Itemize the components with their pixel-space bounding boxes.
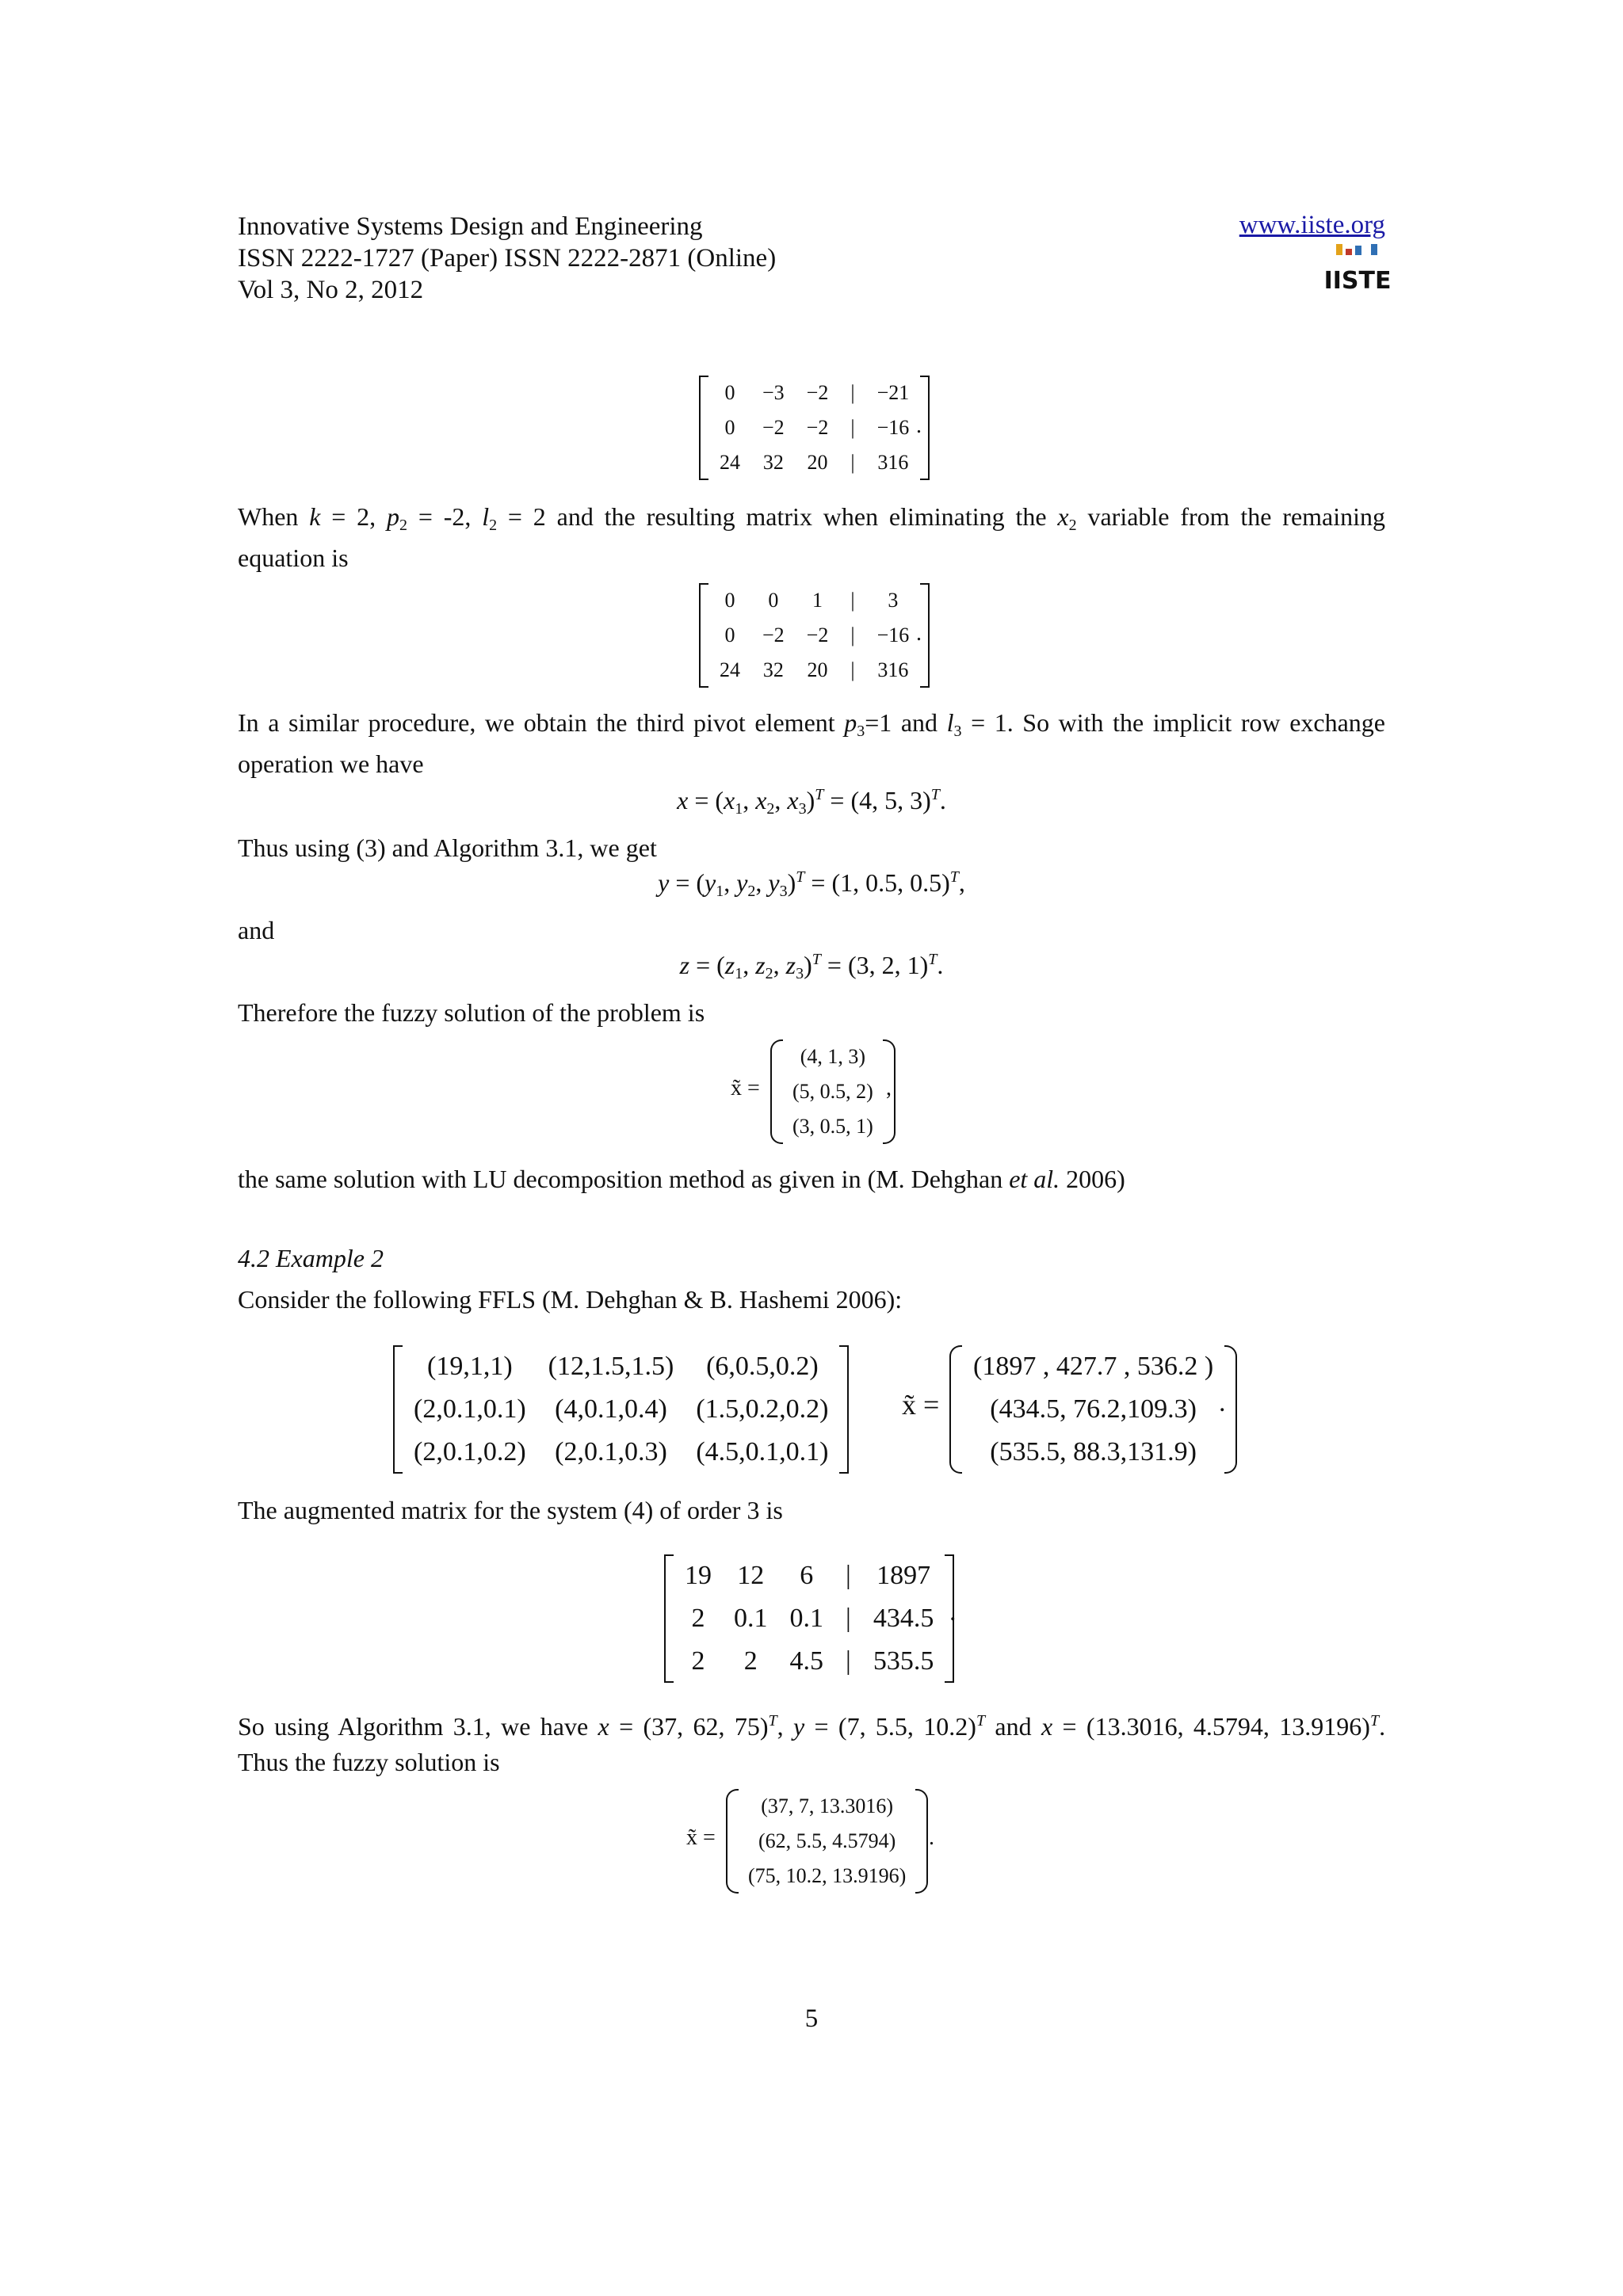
text-therefore: Therefore the fuzzy solution of the problem is [238, 998, 705, 1027]
matrix-cell: 4.5 [789, 1646, 823, 1676]
matrix-cell: | [850, 624, 855, 646]
matrix-cell: | [850, 451, 855, 474]
matrix-row [781, 1039, 884, 1074]
matrix-row [781, 1074, 884, 1109]
matrix-cell: 12 [737, 1561, 765, 1590]
matrix-cell: −16 [876, 624, 910, 646]
augmented-matrix-k2 [699, 583, 930, 688]
matrix-cell: (62, 5.5, 4.5794) [758, 1829, 896, 1852]
matrix-cell: (1897 , 427.7 , 536.2 ) [973, 1352, 1214, 1381]
volume-line: Vol 3, No 2, 2012 [238, 276, 424, 304]
matrix-cell: (2,0.1,0.3) [555, 1437, 667, 1466]
matrix-row [708, 583, 920, 618]
matrix-cell: (19,1,1) [427, 1352, 513, 1381]
x-tilde-label: x̃ = [686, 1825, 716, 1850]
paragraph-results-line2: Thus the fuzzy solution is [238, 1748, 500, 1776]
paragraph-k2-line2: equation is [238, 543, 349, 572]
x-tilde-label: x̃ = [902, 1389, 940, 1421]
augmented-matrix-example2 [664, 1554, 954, 1683]
matrix-cell: 316 [877, 451, 909, 474]
matrix-cell: (3, 0.5, 1) [792, 1115, 873, 1138]
section-heading: 4.2 Example 2 [238, 1244, 384, 1272]
matrix-cell: (12,1.5,1.5) [548, 1352, 674, 1381]
text-augmented: The augmented matrix for the system (4) of order 3 is [238, 1496, 783, 1524]
matrix-cell: 0 [724, 624, 735, 646]
matrix-row [403, 1388, 839, 1431]
matrix-cell: 0 [724, 589, 735, 612]
matrix-cell: −2 [762, 624, 785, 646]
matrix-cell: 0 [724, 416, 735, 439]
matrix-row [674, 1597, 945, 1640]
matrix-cell: 434.5 [873, 1604, 934, 1633]
matrix-row [708, 618, 920, 653]
paragraph-results: So using Algorithm 3.1, we have x = (37, 62, 75)$^T$, y = (7, 5.5, 10.2)$^T$ and x = (13.3016, 4.5794, 13.9196)$^T$. [238, 1712, 1386, 1741]
matrix-cell: | [846, 1646, 851, 1676]
matrix-row [403, 1431, 839, 1474]
equation-z: $z = (z_1$, $z_2$, $z_3)^T = (3$, 2, 1)$^T$. [679, 951, 944, 982]
matrix-row [708, 376, 920, 410]
matrix-cell: 0 [768, 589, 779, 612]
matrix-cell: 20 [807, 451, 828, 474]
matrix-cell: 32 [762, 451, 784, 474]
page-number: 5 [804, 2004, 819, 2033]
matrix-cell: 1 [812, 589, 823, 612]
matrix-cell: 316 [877, 658, 909, 681]
matrix-cell: 32 [762, 658, 784, 681]
text-and: and [238, 916, 275, 944]
period: . [949, 1597, 957, 1627]
matrix-cell: | [850, 589, 855, 612]
matrix-cell: 0.1 [734, 1604, 768, 1633]
period: . [916, 621, 922, 646]
text-consider: Consider the following FFLS (M. Dehghan & B. Hashemi 2006): [238, 1285, 903, 1314]
matrix-cell: 2 [691, 1604, 705, 1633]
matrix-cell: −21 [876, 381, 910, 404]
fuzzy-solution-vector-1 [770, 1039, 896, 1144]
matrix-row [962, 1345, 1224, 1388]
matrix-row [708, 445, 920, 480]
matrix-cell: 24 [720, 658, 740, 681]
journal-url-link[interactable]: www.iiste.org [1239, 211, 1385, 239]
augmented-matrix-k1 [699, 376, 930, 480]
period: . [1219, 1388, 1226, 1417]
matrix-cell: −2 [806, 624, 829, 646]
period: . [929, 1825, 934, 1850]
period: . [916, 414, 922, 438]
matrix-cell: 2 [691, 1646, 705, 1676]
matrix-cell: (434.5, 76.2,109.3) [990, 1394, 1197, 1424]
equation-x: $x = (x_1$, $x_2$, $x_3)^T = (4$, 5, 3)$^T$. [677, 786, 946, 818]
matrix-cell: 6 [800, 1561, 814, 1590]
matrix-cell: (4,0.1,0.4) [555, 1394, 667, 1424]
matrix-cell: (75, 10.2, 13.9196) [748, 1864, 907, 1887]
matrix-cell: 535.5 [873, 1646, 934, 1676]
matrix-cell: −2 [762, 416, 785, 439]
paragraph-pivot3: In a similar procedure, we obtain the third pivot element $p_3=1$ and $l_3 = 1$. So with the implicit row exchange [238, 708, 1386, 740]
matrix-cell: | [850, 658, 855, 681]
matrix-cell: 0.1 [789, 1604, 823, 1633]
paragraph-k2: When k = 2, $p_2 = -2$, $l_2 = 2$ and the resulting matrix when eliminating the $x_2$ variable from the remaining [238, 502, 1386, 534]
text-same-solution: the same solution with LU decomposition method as given in (M. Dehghan et al. 2006) [238, 1165, 1125, 1193]
matrix-cell: (37, 7, 13.3016) [761, 1794, 894, 1817]
matrix-row [962, 1388, 1224, 1431]
matrix-cell: −3 [762, 381, 785, 404]
equation-y: $y = (y_1$, $y_2$, $y_3)^T = (1$, 0.5, 0.5)$^T$, [658, 868, 965, 900]
ffls-coefficient-matrix [393, 1345, 849, 1474]
matrix-cell: (1.5,0.2,0.2) [696, 1394, 829, 1424]
matrix-row [708, 410, 920, 445]
matrix-cell: 20 [807, 658, 828, 681]
matrix-cell: −16 [876, 416, 910, 439]
matrix-row [674, 1640, 945, 1683]
matrix-cell: (2,0.1,0.1) [414, 1394, 526, 1424]
matrix-cell: (535.5, 88.3,131.9) [990, 1437, 1197, 1466]
comma: , [886, 1076, 892, 1100]
matrix-cell: 24 [720, 451, 740, 474]
iiste-logo-icon [1323, 242, 1392, 298]
matrix-cell: 0 [724, 381, 735, 404]
matrix-cell: 2 [743, 1646, 758, 1676]
matrix-row [962, 1431, 1224, 1474]
matrix-cell: | [846, 1561, 851, 1590]
matrix-cell: (4.5,0.1,0.1) [696, 1437, 829, 1466]
matrix-cell: | [850, 381, 855, 404]
matrix-cell: 3 [888, 589, 899, 612]
ffls-rhs-vector [949, 1345, 1237, 1474]
matrix-cell: 1897 [876, 1561, 931, 1590]
matrix-row [737, 1859, 917, 1894]
svg-text:IISTE: IISTE [1323, 267, 1392, 295]
matrix-row [674, 1554, 945, 1597]
matrix-cell: −2 [806, 381, 829, 404]
fuzzy-solution-vector-2 [726, 1789, 928, 1894]
matrix-cell: | [850, 416, 855, 439]
journal-title: Innovative Systems Design and Engineering [238, 212, 703, 241]
matrix-cell: (5, 0.5, 2) [792, 1080, 873, 1103]
matrix-row [403, 1345, 839, 1388]
matrix-cell: (2,0.1,0.2) [414, 1437, 526, 1466]
matrix-cell: (4, 1, 3) [800, 1045, 866, 1068]
matrix-row [708, 653, 920, 688]
matrix-row [781, 1109, 884, 1144]
matrix-cell: −2 [806, 416, 829, 439]
matrix-row [737, 1824, 917, 1859]
paragraph-pivot3-line2: operation we have [238, 749, 424, 778]
matrix-row [737, 1789, 917, 1824]
matrix-cell: | [846, 1604, 851, 1633]
issn-line: ISSN 2222-1727 (Paper) ISSN 2222-2871 (Online) [238, 244, 777, 273]
matrix-cell: 19 [685, 1561, 712, 1590]
text-thus-using: Thus using (3) and Algorithm 3.1, we get [238, 833, 657, 862]
x-tilde-label: x̃ = [731, 1076, 760, 1100]
matrix-cell: (6,0.5,0.2) [706, 1352, 819, 1381]
